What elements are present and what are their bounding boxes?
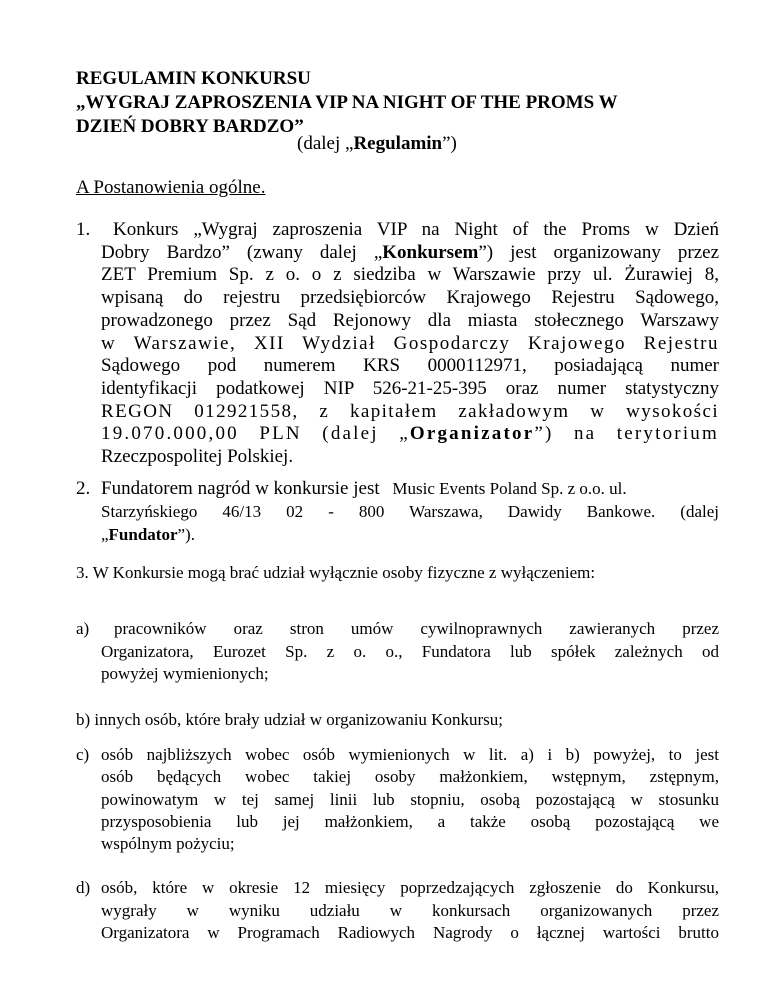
p2-line-part: „ [101, 525, 109, 544]
title-line-1: REGULAMIN KONKURSU [76, 68, 311, 89]
p2-line [101, 523, 719, 546]
subtitle-suffix: ”) [442, 133, 457, 154]
section-heading: A Postanowienia ogólne. [76, 177, 266, 198]
list-item-b: b) innych osób, które brały udział w organizowaniu Konkursu; [76, 710, 503, 729]
bold-organizator: Organizator [409, 423, 535, 445]
bold-fundator: Fundator [108, 525, 178, 544]
p1-line: Rzeczpospolitej Polskiej. [101, 446, 294, 468]
p1-line-part: ”) jest organizowany przez [478, 241, 719, 263]
list-letter: d) [76, 878, 91, 897]
pa-line: powyżej wymienionych; [101, 664, 269, 683]
list-item-body [76, 618, 719, 686]
list-letter: c) [76, 745, 90, 764]
p1-line: REGON 012921558, z kapitałem zakładowym w wysokości [101, 400, 719, 422]
pc-line: wspólnym pożyciu; [101, 834, 235, 854]
list-item-a [76, 618, 719, 686]
paragraph-number: 2. [76, 478, 91, 499]
p1-line-part: Dobry Bardzo” (zwany dalej „ [101, 241, 383, 263]
p1-line: ZET Premium Sp. z o. o z siedziba w Warszawie przy ul. Żurawiej 8, [101, 264, 719, 286]
p1-line: wpisaną do rejestru przedsiębiorców Krajowego Rejestru Sądowego, [101, 287, 719, 309]
paragraph-2 [76, 477, 719, 546]
p1-line [101, 423, 719, 446]
p2-line-part: Fundatorem nagród w konkursie jest [101, 478, 380, 499]
p2-line-part: Music Events Poland Sp. z o.o. ul. [392, 479, 627, 498]
p1-line: w Warszawie, XII Wydział Gospodarczy Krajowego Rejestru [101, 332, 719, 354]
title-line-3: DZIEŃ DOBRY BARDZO” [76, 116, 304, 137]
p1-line: identyfikacji podatkowej NIP 526-21-25-395 oraz numer statystyczny [101, 377, 719, 399]
p1-line-part: 19.070.000,00 PLN (dalej „ [101, 423, 410, 445]
list-item-body [76, 744, 719, 855]
p2-line [101, 477, 719, 500]
title-line-2: „WYGRAJ ZAPROSZENIA VIP NA NIGHT OF THE PROMS W [76, 92, 618, 113]
pd-line: Organizatora w Programach Radiowych Nagrody o łącznej wartości brutto [101, 923, 719, 942]
p1-line [101, 242, 719, 265]
paragraph-body [76, 219, 719, 469]
p1-line: Konkurs „Wygraj zaproszenia VIP na Night of the Proms w Dzień [113, 219, 719, 240]
list-item-body [76, 877, 719, 945]
p1-line-part: ”) na terytorium [534, 423, 719, 445]
pd-line: osób, które w okresie 12 miesięcy poprzedzających zgłoszenie do Konkursu, [101, 878, 719, 897]
p2-line-part: ”). [177, 525, 195, 544]
document-subtitle [297, 132, 457, 156]
paragraph-3: 3. W Konkursie mogą brać udział wyłącznie osoby fizyczne z wyłączeniem: [76, 563, 596, 582]
paragraph-number: 1. [76, 219, 91, 240]
paragraph-body [76, 477, 719, 546]
subtitle-bold: Regulamin [353, 133, 443, 154]
p1-line: prowadzonego przez Sąd Rejonowy dla miasta stołecznego Warszawy [101, 309, 719, 331]
p2-line: Starzyńskiego 46/13 02 - 800 Warszawa, Dawidy Bankowe. (dalej [101, 502, 719, 521]
pc-line: przysposobienia lub jej małżonkiem, a także osobą pozostającą we [101, 811, 719, 831]
pa-line: pracowników oraz stron umów cywilnoprawnych zawieranych przez [114, 619, 719, 638]
list-item-c [76, 744, 719, 855]
p1-line: Sądowego pod numerem KRS 0000112971, posiadającą numer [101, 355, 719, 377]
document-title [76, 67, 716, 139]
pc-line: osób będących wobec takiej osoby małżonkiem, wstępnym, zstępnym, [101, 767, 719, 787]
pc-line: powinowatym w tej samej linii lub stopniu, osobą pozostającą w stosunku [101, 789, 719, 809]
pc-line: osób najbliższych wobec osób wymienionych w lit. a) i b) powyżej, to jest [101, 745, 719, 764]
subtitle-prefix: (dalej „ [297, 133, 354, 154]
list-letter: a) [76, 619, 90, 638]
pd-line: wygrały w wyniku udziału w konkursach organizowanych przez [101, 900, 719, 920]
pa-line: Organizatora, Eurozet Sp. z o. o., Fundatora lub spółek zależnych od [101, 641, 719, 661]
bold-konkursem: Konkursem [382, 241, 479, 263]
list-item-d [76, 877, 719, 945]
paragraph-1 [76, 219, 719, 469]
